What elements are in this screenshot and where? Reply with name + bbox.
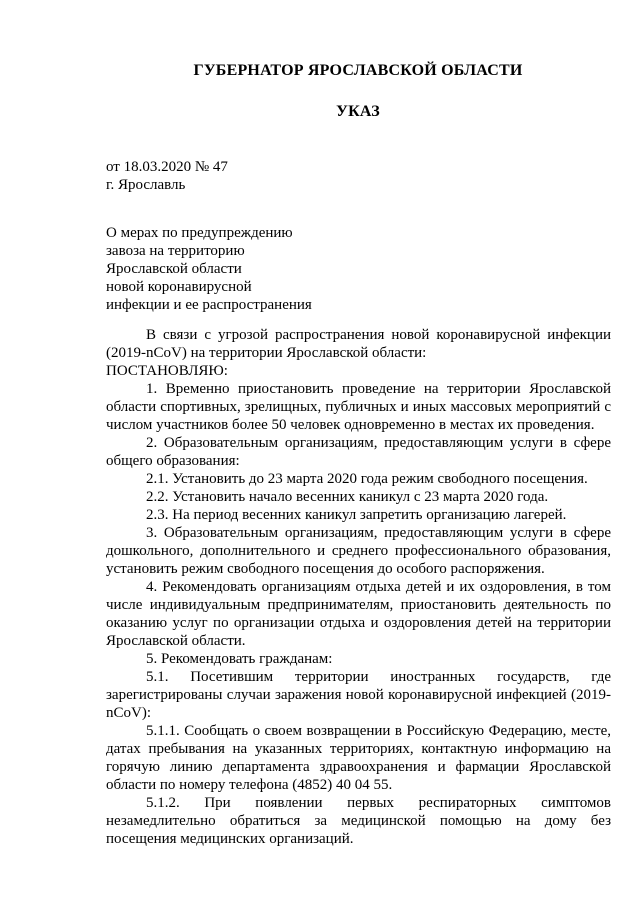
decree-date-number: от 18.03.2020 № 47 [106,159,228,175]
item-paragraph: 3. Образовательным организациям, предоставляющим услуги в сфере дошкольного, дополнительного и среднего профессионального образования, установить режим свободного посещения до особого распоряжения. [106,525,611,577]
item-paragraph: 4. Рекомендовать организациям отдыха детей и их оздоровления, в том числе индивидуальным предпринимателям, приостановить деятельность по оказанию услуг по организации отдыха и оздоровления детей на территории Ярославской области. [106,579,611,649]
item-paragraph: 5. Рекомендовать гражданам: [146,651,333,667]
item-paragraph: 5.1.1. Сообщать о своем возвращении в Российскую Федерацию, месте, датах пребывания на указанных территориях, контактную информацию на горячую линию департамента здравоохранения и фармации Ярославской области по номеру телефона (4852) 40 04 55. [106,723,611,793]
item-paragraph: 2.3. На период весенних каникул запретить организацию лагерей. [146,507,567,523]
subject-line: инфекции и ее распространения [106,297,312,313]
item-paragraph: 5.1.2. При появлении первых респираторных симптомов незамедлительно обратиться за медицинской помощью на дому без посещения медицинских организаций. [106,795,611,847]
preamble-paragraph: В связи с угрозой распространения новой коронавирусной инфекции (2019-nCoV) на территории Ярославской области: [106,327,611,361]
subject-line: Ярославской области [106,261,242,277]
subject-line: новой коронавирусной [106,279,252,295]
decree-subject [106,224,366,314]
subject-line: завоза на территорию [106,243,245,259]
item-paragraph: 2. Образовательным организациям, предоставляющим услуги в сфере общего образования: [106,435,611,469]
decree-body [106,326,611,848]
decree-city: г. Ярославль [106,177,186,193]
resolve-heading: ПОСТАНОВЛЯЮ: [106,363,228,379]
document-type-title: УКАЗ [336,103,380,120]
item-paragraph: 2.2. Установить начало весенних каникул с 23 марта 2020 года. [146,489,549,505]
item-paragraph: 1. Временно приостановить проведение на территории Ярославской области спортивных, зрелищных, публичных и иных массовых мероприятий с числом участников более 50 человек одновременно в местах их проведения. [106,381,611,433]
item-paragraph: 2.1. Установить до 23 марта 2020 года режим свободного посещения. [146,471,588,487]
authority-title: ГУБЕРНАТОР ЯРОСЛАВСКОЙ ОБЛАСТИ [193,62,523,79]
subject-line: О мерах по предупреждению [106,225,293,241]
item-paragraph: 5.1. Посетившим территории иностранных государств, где зарегистрированы случаи заражения новой коронавирусной инфекцией (2019-nCoV): [106,669,611,721]
